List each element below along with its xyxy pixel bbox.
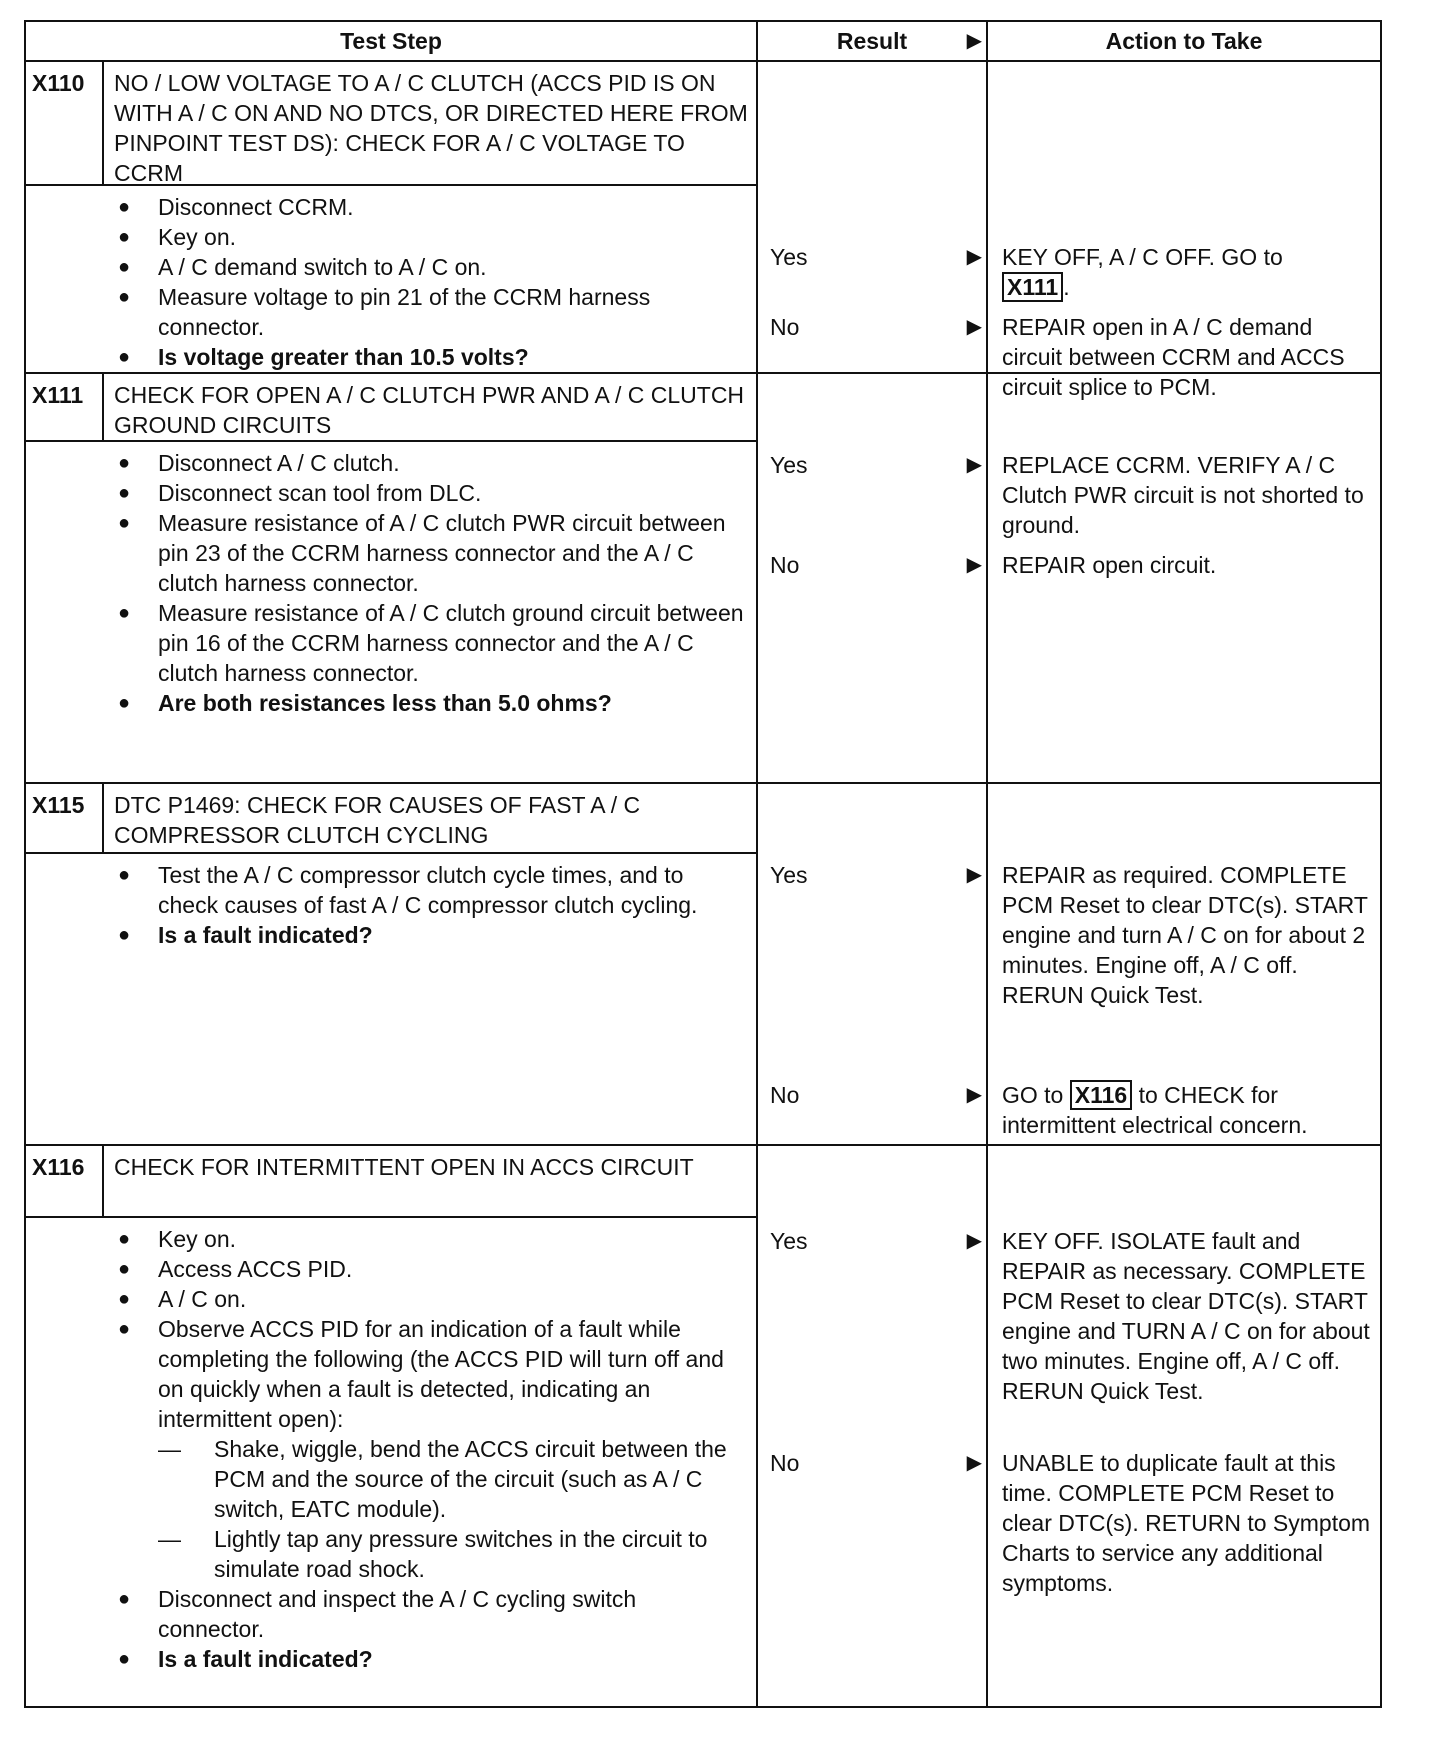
result-no: No: [770, 552, 800, 578]
action-yes: [1002, 242, 1374, 302]
action-cell: [987, 373, 1381, 783]
sub-instructions: [158, 1434, 748, 1584]
action-yes: REPAIR as required. COMPLETE PCM Reset to clear DTC(s). START engine and turn A / C on for about 2 minutes. Engine off, A / C off. RERUN Quick Test.: [1002, 862, 1368, 1008]
step-question: ● Are both resistances less than 5.0 ohms?: [118, 688, 748, 718]
list-item: [118, 1314, 748, 1584]
list-item: ● Disconnect scan tool from DLC.: [118, 478, 748, 508]
table-header-row: [25, 21, 1381, 61]
action-yes: KEY OFF. ISOLATE fault and REPAIR as necessary. COMPLETE PCM Reset to clear DTC(s). START engine and TURN A / C on for about two minutes. Engine off, A / C off. RERUN Quick Test.: [1002, 1228, 1370, 1404]
header-result-label: Result: [836, 28, 908, 54]
step-title: NO / LOW VOLTAGE TO A / C CLUTCH (ACCS PID IS ON WITH A / C ON AND NO DTCS, OR DIRECTED HERE FROM PINPOINT TEST DS): CHECK FOR A / C VOLTAGE TO CCRM: [114, 70, 748, 186]
step-instructions: [118, 192, 748, 372]
result-no: No: [770, 314, 800, 340]
action-cell: [987, 783, 1381, 1145]
action-no: REPAIR open circuit.: [1002, 552, 1217, 578]
list-item: ● Disconnect A / C clutch.: [118, 448, 748, 478]
arrow-right-icon: ▶: [966, 1230, 982, 1252]
list-item: ● Key on.: [118, 1224, 748, 1254]
step-reference: X111: [1002, 272, 1063, 302]
step-id: X115: [26, 784, 104, 852]
table-row: [25, 783, 1381, 1145]
arrow-right-icon: ▶: [966, 554, 982, 576]
action-no: [1002, 1080, 1374, 1140]
table-row: [25, 1145, 1381, 1707]
arrow-right-icon: ▶: [966, 1084, 982, 1106]
result-yes: Yes: [770, 862, 808, 888]
step-id: X116: [26, 1146, 104, 1216]
table-row: [25, 373, 1381, 783]
table-row: [25, 61, 1381, 373]
result-no: No: [770, 1450, 800, 1476]
action-cell: [987, 61, 1381, 400]
step-reference: X116: [1070, 1080, 1132, 1110]
list-item: ● Disconnect and inspect the A / C cycling switch connector.: [118, 1584, 748, 1644]
arrow-right-icon: ▶: [966, 246, 982, 268]
header-action: Action to Take: [987, 21, 1381, 61]
test-step-cell: [25, 783, 757, 1145]
pinpoint-test-table: [24, 20, 1382, 1708]
step-question: ● Is a fault indicated?: [118, 920, 748, 950]
result-yes: Yes: [770, 1228, 808, 1254]
list-item: ● Key on.: [118, 222, 748, 252]
list-item: ● Measure resistance of A / C clutch ground circuit between pin 16 of the CCRM harness connector and the A / C clutch harness connector.: [118, 598, 748, 688]
test-step-cell: [25, 61, 757, 373]
action-text: GO to: [1002, 1082, 1064, 1108]
action-text: .: [1063, 274, 1070, 300]
result-cell: [757, 1145, 987, 1707]
step-title: CHECK FOR OPEN A / C CLUTCH PWR AND A / C CLUTCH GROUND CIRCUITS: [114, 382, 745, 438]
arrow-right-icon: ▶: [966, 30, 982, 52]
sub-list-item: — Shake, wiggle, bend the ACCS circuit between the PCM and the source of the circuit (such as A / C switch, EATC module).: [158, 1434, 748, 1524]
arrow-right-icon: ▶: [966, 454, 982, 476]
step-instructions: [118, 1224, 748, 1674]
result-cell: [757, 783, 987, 1145]
result-yes: Yes: [770, 452, 808, 478]
step-title: DTC P1469: CHECK FOR CAUSES OF FAST A / C COMPRESSOR CLUTCH CYCLING: [114, 792, 641, 848]
step-instructions: [118, 448, 748, 718]
action-yes: REPLACE CCRM. VERIFY A / C Clutch PWR circuit is not shorted to ground.: [1002, 452, 1364, 538]
result-yes: Yes: [770, 244, 808, 270]
list-item: ● A / C on.: [118, 1284, 748, 1314]
action-no: REPAIR open in A / C demand circuit between CCRM and ACCS circuit splice to PCM.: [1002, 314, 1345, 400]
step-id: X110: [26, 62, 104, 184]
test-step-cell: [25, 373, 757, 783]
list-item-text: Observe ACCS PID for an indication of a fault while completing the following (the ACCS PID will turn off and on quickly when a fault is detected, indicating an intermittent open):: [158, 1316, 724, 1432]
test-step-cell: [25, 1145, 757, 1707]
action-text: to CHECK for intermittent electrical concern.: [1002, 1082, 1308, 1138]
result-no: No: [770, 1082, 800, 1108]
action-cell: [987, 1145, 1381, 1707]
list-item: ● Test the A / C compressor clutch cycle times, and to check causes of fast A / C compressor clutch cycling.: [118, 860, 748, 920]
sub-list-item: — Lightly tap any pressure switches in the circuit to simulate road shock.: [158, 1524, 748, 1584]
result-cell: [757, 373, 987, 783]
action-no: UNABLE to duplicate fault at this time. COMPLETE PCM Reset to clear DTC(s). RETURN to Symptom Charts to service any additional symptoms.: [1002, 1450, 1371, 1596]
list-item: ● Measure resistance of A / C clutch PWR circuit between pin 23 of the CCRM harness connector and the A / C clutch harness connector.: [118, 508, 748, 598]
list-item: ● Disconnect CCRM.: [118, 192, 748, 222]
step-question: ● Is voltage greater than 10.5 volts?: [118, 342, 748, 372]
header-test-step: Test Step: [25, 21, 757, 61]
step-title: CHECK FOR INTERMITTENT OPEN IN ACCS CIRCUIT: [114, 1154, 694, 1180]
step-id: X111: [26, 374, 104, 440]
list-item: ● Access ACCS PID.: [118, 1254, 748, 1284]
action-text: KEY OFF, A / C OFF. GO to: [1002, 244, 1283, 270]
arrow-right-icon: ▶: [966, 1452, 982, 1474]
header-result: [757, 21, 987, 61]
list-item: ● A / C demand switch to A / C on.: [118, 252, 748, 282]
arrow-right-icon: ▶: [966, 864, 982, 886]
list-item: ● Measure voltage to pin 21 of the CCRM harness connector.: [118, 282, 748, 342]
result-cell: [757, 61, 987, 373]
arrow-right-icon: ▶: [966, 316, 982, 338]
step-question: ● Is a fault indicated?: [118, 1644, 748, 1674]
step-instructions: [118, 860, 748, 950]
